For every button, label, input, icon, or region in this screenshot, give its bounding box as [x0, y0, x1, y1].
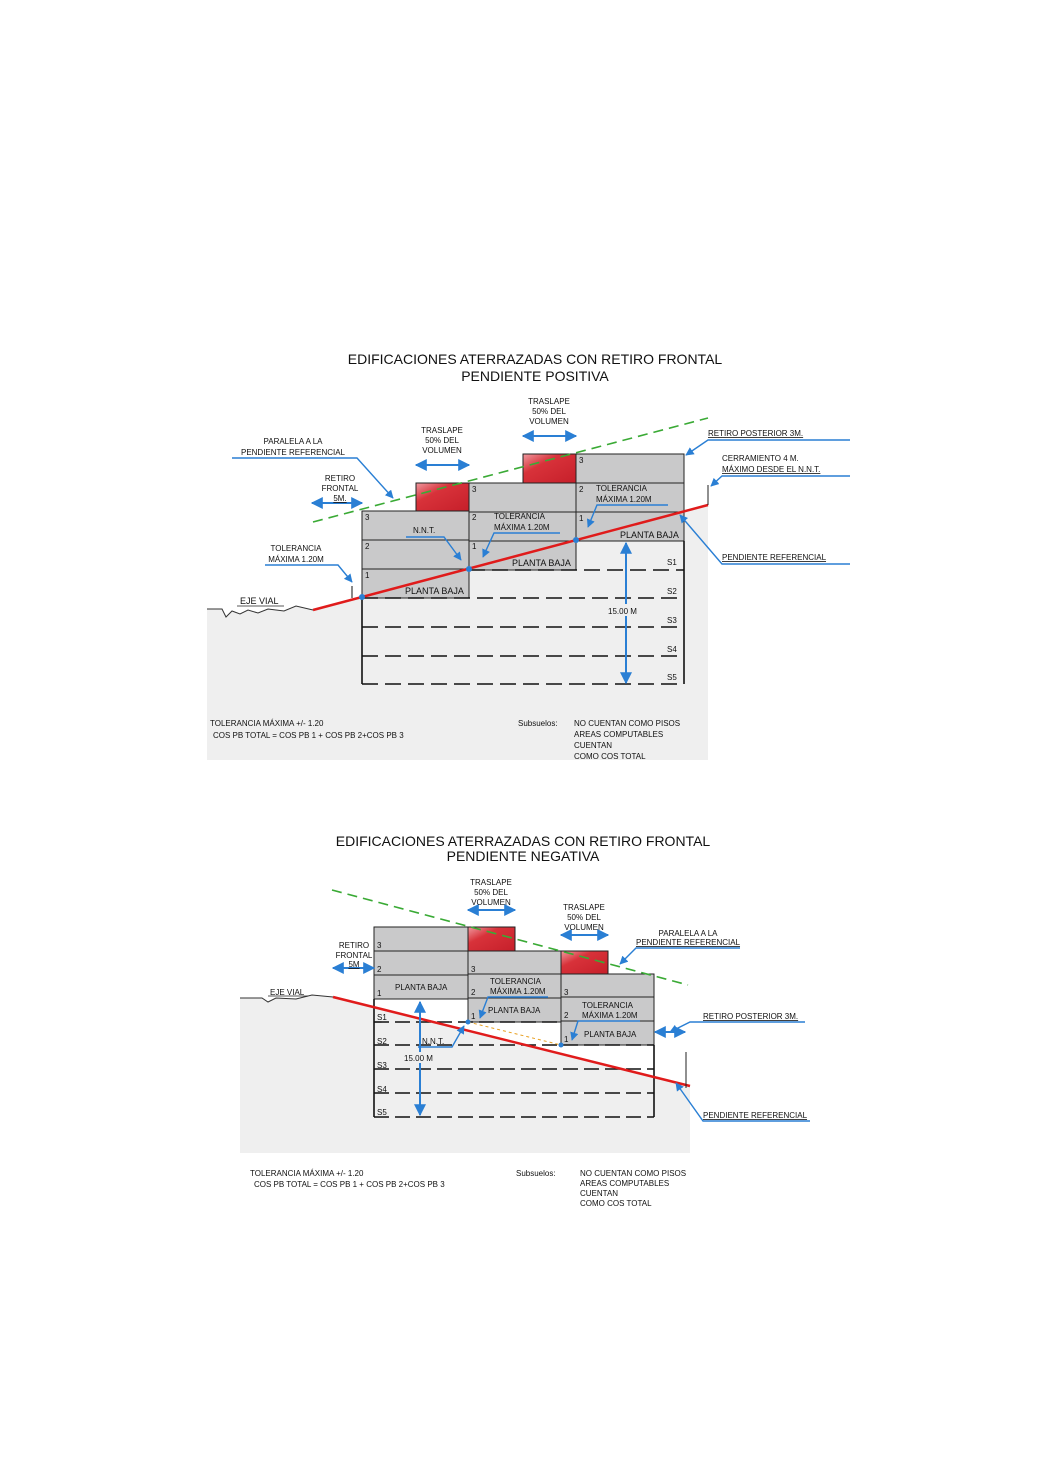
tolerancia-label: MÁXIMA 1.20M: [494, 523, 550, 532]
subsuelo-label: S2: [667, 587, 677, 596]
cerramiento-leader: [711, 476, 850, 486]
tolerancia-label: MÁXIMA 1.20M: [596, 495, 652, 504]
retiro-frontal-label: 5M: [348, 960, 360, 969]
note-tolerancia: TOLERANCIA MÁXIMA +/- 1.20: [210, 719, 324, 728]
paralela-leader: [232, 458, 393, 498]
retiro-posterior-leader: [670, 1022, 805, 1032]
retiro-posterior-label: RETIRO POSTERIOR 3M.: [708, 429, 804, 438]
paralela-leader: [620, 948, 740, 964]
floor-number: 1: [472, 542, 477, 551]
diagram-negative-slope: [240, 833, 810, 1208]
traslape-label: VOLUMEN: [529, 417, 569, 426]
tolerancia-label: TOLERANCIA: [490, 977, 541, 986]
overlap-volume-2: [523, 454, 576, 483]
nnt-point: [559, 1043, 564, 1048]
floor-number: 2: [564, 1011, 569, 1020]
floor-number: 3: [365, 513, 370, 522]
note-cos: COS PB TOTAL = COS PB 1 + COS PB 2+COS PB 3: [213, 731, 404, 740]
tolerancia-label: TOLERANCIA: [494, 512, 545, 521]
planta-baja-label: PLANTA BAJA: [512, 558, 571, 568]
traslape-label: VOLUMEN: [564, 923, 604, 932]
pendiente-referencial-label: PENDIENTE REFERENCIAL: [722, 553, 827, 562]
subsuelo-label: S5: [377, 1108, 387, 1117]
floor-number: 2: [471, 988, 476, 997]
tolerancia-label: TOLERANCIA: [270, 544, 322, 553]
diagram2-title-line1: EDIFICACIONES ATERRAZADAS CON RETIRO FRONTAL: [335, 833, 711, 849]
cerramiento-label: CERRAMIENTO 4 M.: [722, 454, 799, 463]
note-cos: COS PB TOTAL = COS PB 1 + COS PB 2+COS PB 3: [254, 1180, 445, 1189]
floor-number: 1: [377, 989, 382, 998]
note-subsuelos-heading: Subsuelos:: [516, 1169, 556, 1178]
floor-number: 2: [579, 485, 584, 494]
nnt-point: [466, 1020, 471, 1025]
volume-block-1: [362, 511, 469, 598]
traslape-label: 50% DEL: [474, 888, 508, 897]
note-subsuelos-line: CUENTAN: [580, 1189, 619, 1198]
planta-baja-label: PLANTA BAJA: [488, 1006, 541, 1015]
floor-number: 3: [472, 485, 477, 494]
diagram1-title-line1: EDIFICACIONES ATERRAZADAS CON RETIRO FRONTAL: [347, 351, 723, 367]
subsuelo-label: S1: [377, 1013, 387, 1022]
retiro-posterior-label: RETIRO POSTERIOR 3M.: [703, 1012, 799, 1021]
floor-number: 3: [471, 965, 476, 974]
paralela-label: PENDIENTE REFERENCIAL: [240, 448, 346, 457]
paralela-label: PARALELA A LA: [658, 929, 718, 938]
eje-vial-label: EJE VIAL: [270, 988, 305, 997]
diagram-positive-slope: [207, 351, 850, 761]
floor-number: 3: [579, 456, 584, 465]
tolerancia-label: MÁXIMA 1.20M: [582, 1011, 638, 1020]
planta-baja-label: PLANTA BAJA: [405, 586, 464, 596]
height-label: 15.00 M: [404, 1054, 433, 1063]
planta-baja-label: PLANTA BAJA: [620, 530, 679, 540]
nnt-label: N.N.T.: [422, 1037, 445, 1046]
planta-baja-label: PLANTA BAJA: [584, 1030, 637, 1039]
diagram2-title-line2: PENDIENTE NEGATIVA: [446, 848, 600, 864]
note-subsuelos-line: AREAS COMPUTABLES: [580, 1179, 670, 1188]
retiro-frontal-label: FRONTAL: [335, 951, 373, 960]
note-subsuelos-line: COMO COS TOTAL: [580, 1199, 652, 1208]
note-subsuelos-line: CUENTAN: [574, 741, 613, 750]
subsuelo-label: S3: [377, 1061, 387, 1070]
traslape-label: TRASLAPE: [421, 426, 463, 435]
subsuelo-label: S3: [667, 616, 677, 625]
floor-number: 3: [564, 988, 569, 997]
floor-number: 2: [472, 513, 477, 522]
cerramiento-label: MÁXIMO DESDE EL N.N.T.: [722, 465, 821, 474]
floor-number: 2: [377, 965, 382, 974]
nnt-label: N.N.T.: [413, 526, 436, 535]
traslape-label: VOLUMEN: [422, 446, 462, 455]
retiro-frontal-label: FRONTAL: [321, 484, 359, 493]
nnt-point: [359, 594, 365, 600]
note-subsuelos-line: AREAS COMPUTABLES: [574, 730, 664, 739]
floor-number: 3: [377, 941, 382, 950]
eje-vial-label: EJE VIAL: [240, 596, 279, 606]
retiro-frontal-label: RETIRO: [324, 474, 356, 483]
nnt-point: [466, 566, 472, 572]
paralela-label: PARALELA A LA: [263, 437, 323, 446]
floor-number: 1: [564, 1035, 569, 1044]
traslape-label: TRASLAPE: [528, 397, 570, 406]
traslape-label: 50% DEL: [425, 436, 459, 445]
note-subsuelos-heading: Subsuelos:: [518, 719, 558, 728]
traslape-label: TRASLAPE: [563, 903, 605, 912]
traslape-label: 50% DEL: [532, 407, 566, 416]
floor-number: 1: [365, 571, 370, 580]
height-label: 15.00 M: [608, 607, 637, 616]
floor-number: 2: [365, 542, 370, 551]
retiro-posterior-leader: [686, 440, 850, 455]
subsuelo-label: S2: [377, 1037, 387, 1046]
note-subsuelos-line: COMO COS TOTAL: [574, 752, 646, 761]
tolerancia-label: MÁXIMA 1.20M: [490, 987, 546, 996]
floor-number: 1: [579, 514, 584, 523]
overlap-volume-1: [468, 927, 515, 951]
floor-number: 1: [471, 1012, 476, 1021]
planta-baja-label: PLANTA BAJA: [395, 983, 448, 992]
subsuelo-label: S4: [377, 1085, 387, 1094]
note-tolerancia: TOLERANCIA MÁXIMA +/- 1.20: [250, 1169, 364, 1178]
diagram1-title-line2: PENDIENTE POSITIVA: [461, 368, 609, 384]
note-subsuelos-line: NO CUENTAN COMO PISOS: [574, 719, 681, 728]
subsuelo-label: S1: [667, 558, 677, 567]
tolerancia-leader: [265, 565, 352, 582]
subsuelo-label: S4: [667, 645, 677, 654]
pendiente-referencial-label: PENDIENTE REFERENCIAL: [703, 1111, 808, 1120]
subsuelo-label: S5: [667, 673, 677, 682]
traslape-label: 50% DEL: [567, 913, 601, 922]
tolerancia-label: TOLERANCIA: [596, 484, 647, 493]
nnt-point: [573, 537, 579, 543]
paralela-label: PENDIENTE REFERENCIAL: [635, 938, 741, 947]
note-subsuelos-line: NO CUENTAN COMO PISOS: [580, 1169, 687, 1178]
traslape-label: VOLUMEN: [471, 898, 511, 907]
tolerancia-label: MÁXIMA 1.20M: [268, 555, 324, 564]
tolerancia-label: TOLERANCIA: [582, 1001, 633, 1010]
retiro-frontal-label: 5M.: [333, 494, 347, 503]
traslape-label: TRASLAPE: [470, 878, 512, 887]
retiro-frontal-label: RETIRO: [338, 941, 370, 950]
